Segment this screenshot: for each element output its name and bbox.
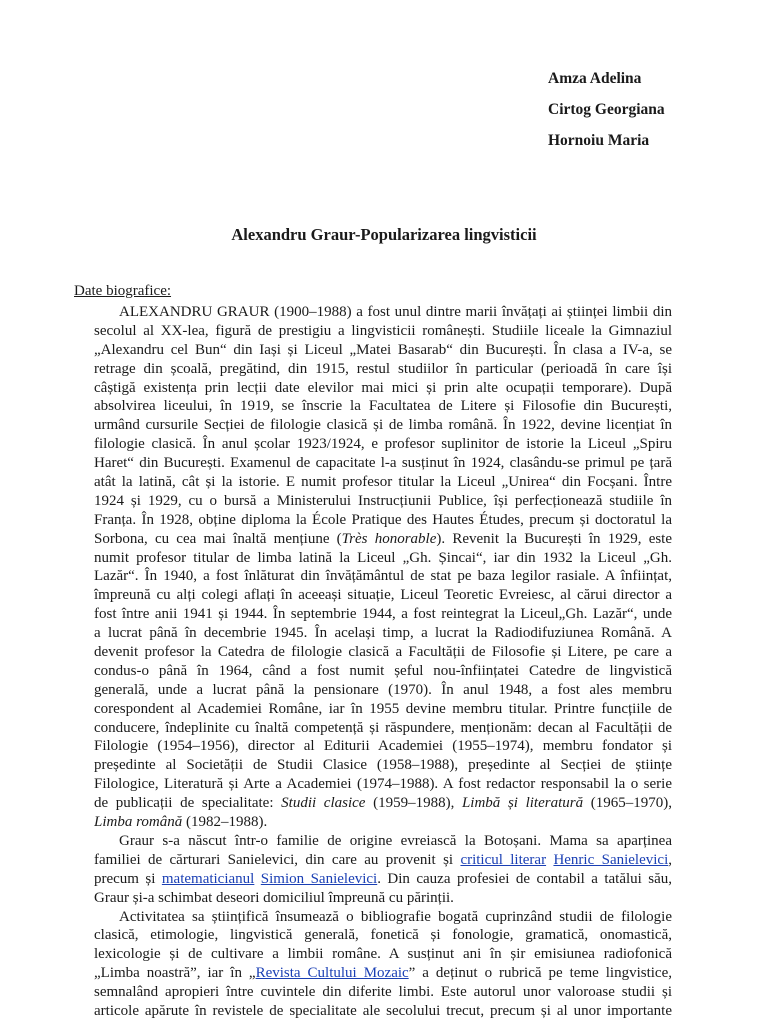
text-line: Graur s-a născut într-o familie de origine evreiască la Botoșani. Mama sa aparținea (119, 832, 672, 849)
text-line: numit profesor titular de limba latină la Liceul „Gh. Șincai“, iar din 1932 la Liceul „Gh. (94, 549, 672, 566)
text-line: Graur și-a schimbat deseori domiciliul împreună cu părinții. (94, 889, 454, 906)
text-span: „Limba noastră”, iar în „ (94, 965, 256, 982)
text-span: , (668, 851, 672, 868)
paragraph-biography (94, 303, 672, 832)
link-revista-cultului-mozaic[interactable]: Revista Cultului Mozaic (255, 965, 409, 982)
text-line: corespondent al Academiei Române, iar în 1955 devine membru titular. Printre funcțiile de (94, 700, 672, 717)
text-line (94, 851, 672, 870)
text-line: Haret“ din București. Examenul de capacitate l-a susținut în 1924, clasându-se primul pe țară (94, 455, 672, 472)
italic-text: Limbă și literatură (461, 795, 584, 812)
text-line (94, 870, 672, 889)
text-line: articole apărute în revistele de specialitate ale secolului trecut, precum și al unor importante (94, 1002, 672, 1019)
link-matematicianul[interactable]: matematicianul (161, 870, 255, 887)
italic-text: Très honorable (341, 530, 437, 547)
document-body (94, 303, 672, 1021)
text-line: fost între anii 1941 și 1944. În septembrie 1944, a fost reintegrat la Liceul„Gh. Lazăr“, unde (94, 606, 672, 623)
text-line: Filologie (1954–1956), director al Editurii Academiei (1955–1974), membru fondator și (94, 738, 672, 755)
document-title: Alexandru Graur-Popularizarea lingvisticii (231, 225, 537, 244)
text-line: devenit profesor la Catedra de filologie clasică a Facultății de Filosofie și Litere, pe care a (94, 644, 672, 661)
text-line: Activitatea sa științifică însumează o bibliografie bogată cuprinzând studii de filologie (119, 908, 672, 925)
text-line: conducere, îndeplinite cu înaltă competență și răspundere, menționăm: decan al Facultății de (94, 719, 672, 736)
text-line: retrage din școală, pregătind, din 1915, restul studiilor în particular (perioadă în care își (94, 360, 672, 377)
text-span: ” a deținut o rubrică pe teme lingvistice, (408, 965, 672, 982)
text-line: 1924 și 1929, cu o bursă a Ministerului Instrucțiunii Publice, își perfecționează studiile în (94, 492, 672, 509)
text-line: Lazăr“. În 1940, a fost înlăturat din învățământul de stat pe baza legilor rasiale. A înființat, (94, 568, 672, 585)
text-span: de publicații de specialitate: (94, 795, 282, 812)
text-line: condus-o până în 1964, când a fost numit șeful nou-înființatei Catedre de lingvistică (94, 662, 672, 679)
text-line: împreună cu alți colegi aflați în aceeași situație, Liceul Teoretic Evreiesc, al cărui director a (94, 587, 672, 604)
text-line: atât la latină, cât și la istorie. E numit profesor titular la Liceul „Unirea“ din Focșani. Între (94, 474, 672, 491)
text-span: ). Revenit la București în 1929, este (436, 530, 672, 547)
italic-text: Limba română (94, 814, 183, 831)
text-line: Filologice, Literatură și Arte a Academiei (1974–1988). A fost redactor responsabil la o serie (94, 776, 672, 793)
author-name: Hornoiu Maria (548, 132, 650, 149)
text-line: secolul al XX-lea, figură de prestigiu a lingvisticii românești. Studiile liceale la Gimnaziul (94, 322, 672, 339)
text-span: familiei de cărturari Sanielevici, din care au provenit și (94, 851, 461, 868)
text-line: „Alexandru cel Bun“ din Iași și Liceul „Matei Basarab“ din București. În clasa a IV-a, se (94, 341, 672, 358)
text-line: lexicologie și de cultivare a limbii române. A susținut ani în șir emisiunea radiofonică (94, 946, 672, 963)
text-line: președinte al Societății de Studii Clasice (1958–1988), președinte al Secției de științe (94, 757, 672, 774)
text-line: urmând cursurile Secției de filologie clasică și de limba română. În 1922, devine licențiat în (94, 417, 672, 434)
text-line (94, 964, 672, 983)
text-line (94, 794, 672, 813)
link-simion-sanielevici[interactable]: Simion Sanielevici (260, 870, 378, 887)
text-line (94, 813, 672, 832)
text-line: generală, unde a lucrat până la pensionare (1970). În anul 1948, a fost ales membru (94, 681, 672, 698)
text-line: filologie clasică. În anul școlar 1923/1924, e profesor suplinitor de istorie la Liceul „Spiru (94, 436, 672, 453)
text-line: a lucrat până în decembrie 1945. În același timp, a lucrat la Radiodifuziunea Română. A (94, 625, 672, 642)
section-heading: Date biografice: (74, 283, 172, 299)
link-henric-sanielevici[interactable]: Henric Sanielevici (553, 851, 669, 868)
text-line: ALEXANDRU GRAUR (1900–1988) a fost unul dintre marii învățați ai științei limbii din (119, 304, 672, 320)
text-line: clasică, etimologie, lingvistică generală, fonetică și fonologie, gramatică, onomastică, (94, 927, 672, 944)
text-span: Sorbona, cu cea mai înaltă mențiune ( (94, 530, 342, 547)
authors-block (548, 68, 665, 161)
text-line: semnalând apropieri între cuvintele din diferite limbi. Este autorul unor valoroase studii și (94, 984, 672, 1001)
paragraph-activity (94, 908, 672, 1021)
text-span: (1982–1988). (182, 814, 268, 831)
text-line (94, 530, 672, 549)
text-span: (1965–1970), (583, 795, 672, 812)
author-name: Cirtog Georgiana (548, 101, 665, 118)
link-criticul-literar[interactable]: criticul literar (460, 851, 547, 868)
text-line: Franța. În 1928, obține diploma la École Pratique des Hautes Études, precum și doctoratul la (94, 511, 672, 528)
author-name: Amza Adelina (548, 70, 642, 87)
text-span: precum și (94, 870, 162, 887)
text-line: absolvirea liceului, în 1919, se înscrie la Facultatea de Litere și Filosofie din București, (94, 398, 672, 415)
text-span: . Din cauza profesiei de contabil a tatălui său, (377, 870, 672, 887)
text-line: câștigă existența prin lecții date elevilor mai mici și prin alte ocupații temporare). După (94, 379, 672, 396)
text-span: (1959–1988), (365, 795, 462, 812)
italic-text: Studii clasice (281, 795, 366, 812)
paragraph-family (94, 832, 672, 908)
